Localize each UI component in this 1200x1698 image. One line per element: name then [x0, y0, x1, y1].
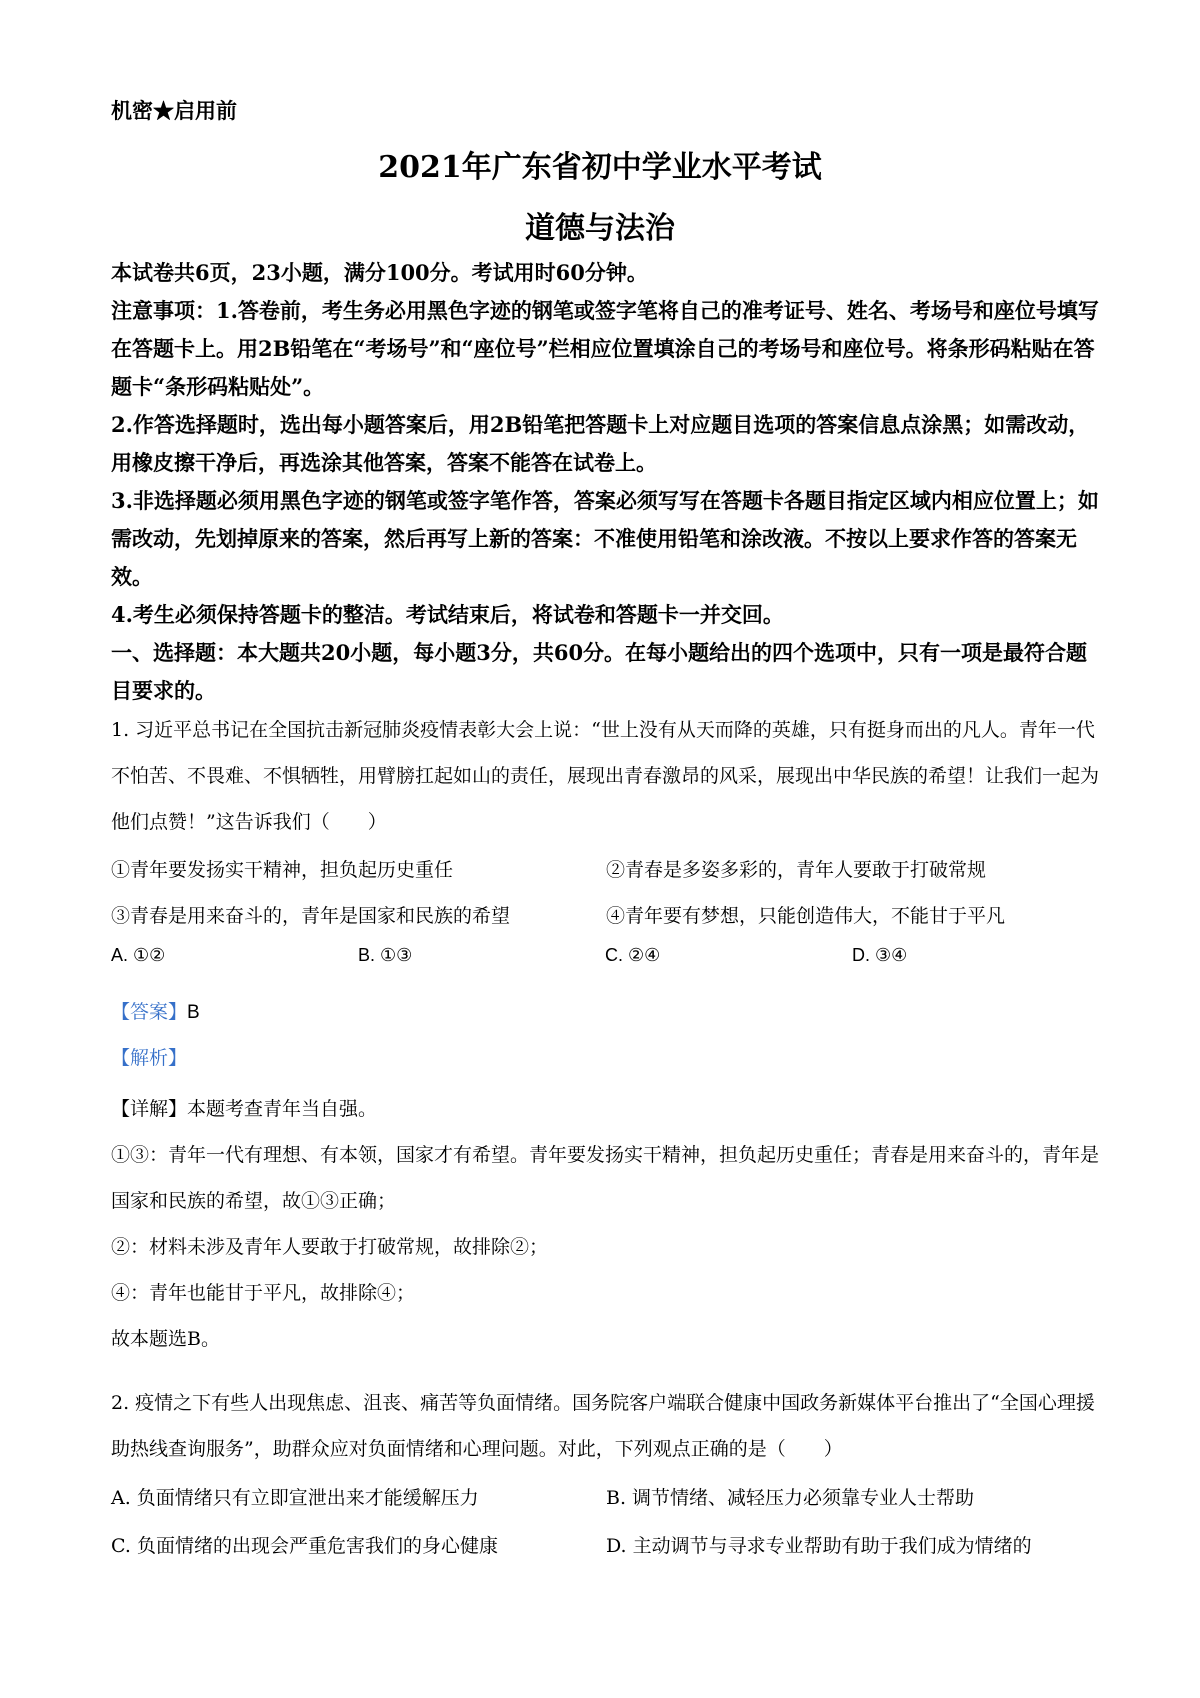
- question-2: [111, 1380, 1101, 1472]
- intro-text: 本试卷共6页，23小题，满分100分。考试用时60分钟。: [111, 260, 648, 285]
- detail-line: 故本题选B。: [111, 1328, 220, 1350]
- choice-d: D. 主动调节与寻求专业帮助有助于我们成为情绪的: [606, 1535, 1032, 1557]
- statement-4: ④青年要有梦想，只能创造伟大，不能甘于平凡: [606, 905, 1006, 927]
- choice-b: B. ①③: [358, 945, 413, 965]
- notice-item-4-text: 4.考生必须保持答题卡的整洁。考试结束后，将试卷和答题卡一并交回。: [111, 602, 784, 627]
- question-1-choices: [111, 945, 1101, 966]
- statement-row: [111, 893, 1101, 939]
- notice-item-2: [111, 406, 1101, 482]
- question-1-stem: 1. 习近平总书记在全国抗击新冠肺炎疫情表彰大会上说：“世上没有从天而降的英雄，只有挺身而出的凡人。青年一代不怕苦、不畏难、不惧牺牲，用臂膀扛起如山的责任，展现出青春激昂的风采，展现出中华民族的希望！让我们一起为他们点赞！”这告诉我们（ ）: [111, 719, 1100, 833]
- statement-row: [111, 847, 1101, 893]
- answer-line: [111, 997, 200, 1024]
- question-1: [111, 707, 1101, 845]
- notice-item-1-text: 注意事项：1.答卷前，考生务必用黑色字迹的钢笔或签字笔将自己的准考证号、姓名、考场号和座位号填写在答题卡上。用2B铅笔在“考场号”和“座位号”栏相应位置填涂自己的考场号和座位号。将条形码粘贴在答题卡“条形码粘贴处”。: [111, 298, 1099, 399]
- choice-c: C. 负面情绪的出现会严重危害我们的身心健康: [111, 1535, 498, 1557]
- question-1-analysis: [111, 1086, 1101, 1362]
- notice-item-3: [111, 482, 1101, 596]
- choice-c: C. ②④: [605, 945, 661, 965]
- confidential-label: 机密★启用前: [111, 98, 237, 123]
- statement-2: ②青春是多姿多彩的，青年人要敢于打破常规: [606, 859, 987, 881]
- section-1-text: 一、选择题：本大题共20小题，每小题3分，共60分。在每小题给出的四个选项中，只有一项是最符合题目要求的。: [111, 640, 1088, 703]
- notice-item-2-text: 2.作答选择题时，选出每小题答案后，用2B铅笔把答题卡上对应题目选项的答案信息点涂黑；如需改动，用橡皮擦干净后，再选涂其他答案，答案不能答在试卷上。: [111, 412, 1090, 475]
- detail-line: ④：青年也能甘于平凡，故排除④；: [111, 1282, 416, 1304]
- detail-line: ①③：青年一代有理想、有本领，国家才有希望。青年要发扬实干精神，担负起历史重任；青春是用来奋斗的，青年是国家和民族的希望，故①③正确；: [111, 1144, 1100, 1212]
- exam-intro: [111, 254, 1101, 292]
- question-2-stem: 2. 疫情之下有些人出现焦虑、沮丧、痛苦等负面情绪。国务院客户端联合健康中国政务新媒体平台推出了“全国心理援助热线查询服务”，助群众应对负面情绪和心理问题。对此，下列观点正确的是（ ）: [111, 1392, 1095, 1460]
- choice-a: A. ①②: [111, 945, 166, 965]
- choice-row: [111, 1474, 1101, 1522]
- subject-title: 道德与法治: [525, 211, 675, 246]
- analysis-label: 【解析】: [111, 1047, 188, 1069]
- notice-item-1: [111, 292, 1101, 406]
- answer-label: 【答案】: [111, 1001, 188, 1023]
- section-heading: [111, 634, 1101, 710]
- statement-3: ③青春是用来奋斗的，青年是国家和民族的希望: [111, 905, 511, 927]
- choice-b: B. 调节情绪、减轻压力必须靠专业人士帮助: [606, 1487, 975, 1509]
- detail-line: ②：材料未涉及青年人要敢于打破常规，故排除②；: [111, 1236, 549, 1258]
- notice-item-3-text: 3.非选择题必须用黑色字迹的钢笔或签字笔作答，答案必须写写在答题卡各题目指定区域内相应位置上；如需改动，先划掉原来的答案，然后再写上新的答案：不准使用铅笔和涂改液。不按以上要求作答的答案无效。: [111, 488, 1099, 589]
- choice-a: A. 负面情绪只有立即宣泄出来才能缓解压力: [111, 1487, 479, 1509]
- notice-item-4: [111, 596, 1101, 634]
- detail-line: 【详解】本题考查青年当自强。: [111, 1098, 378, 1120]
- exam-title: 2021年广东省初中学业水平考试: [378, 150, 822, 185]
- question-2-choices: [111, 1474, 1101, 1570]
- choice-d: D. ③④: [852, 945, 908, 965]
- choice-row: [111, 1522, 1101, 1570]
- statement-1: ①青年要发扬实干精神，担负起历史重任: [111, 859, 454, 881]
- answer-value: B: [187, 1002, 200, 1023]
- question-1-statements: [111, 847, 1101, 939]
